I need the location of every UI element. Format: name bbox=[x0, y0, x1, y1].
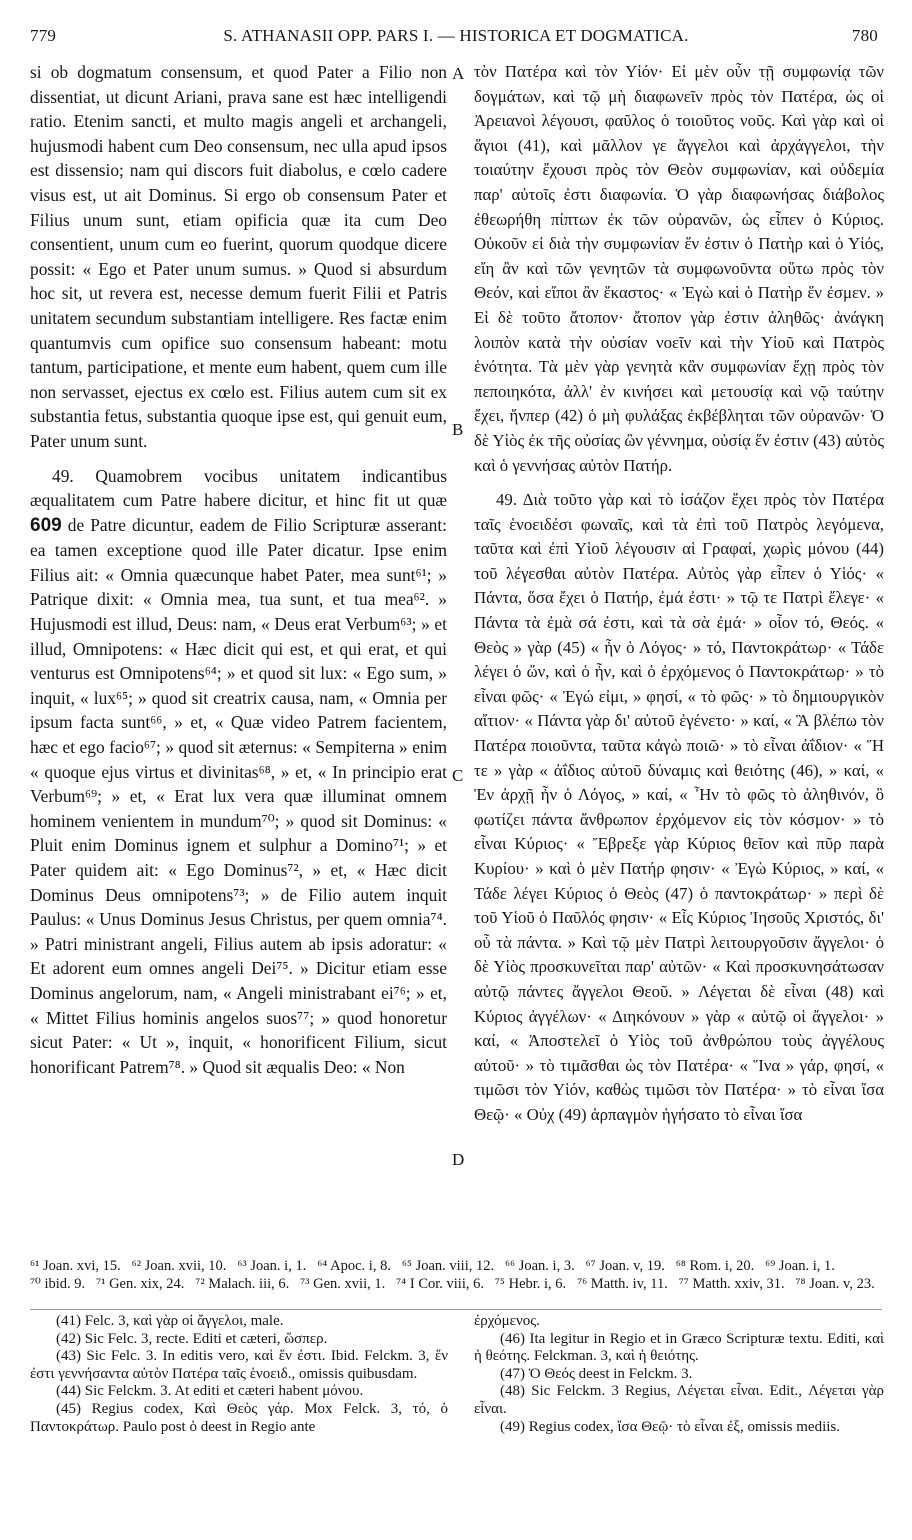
scripture-ref: ⁶⁵ Joan. viii, 12. bbox=[401, 1258, 495, 1274]
margin-letter-b: B bbox=[452, 420, 464, 439]
footnote-43: (43) Sic Felc. 3. In editis vero, καὶ ἕν ἐστι. Ibid. Felckm. 3, ἕν ἐστι γεννήσαντα αὐτὸν Πατέρα ταῖς ἑνοειδ., omissis quibusdam. bbox=[30, 1348, 448, 1382]
footnote-42: (42) Sic Felc. 3, recte. Editi et cæteri, ὥσπερ. bbox=[56, 1330, 328, 1347]
scripture-ref: ⁷⁵ Hebr. i, 6. bbox=[494, 1275, 567, 1292]
margin-letter-d: D bbox=[452, 1150, 465, 1169]
footnotes-right bbox=[474, 1313, 884, 1436]
footnote-44: (44) Sic Felckm. 3. At editi et cæteri habent μόνου. bbox=[56, 1383, 364, 1400]
footnote-46: (46) Ita legitur in Regio et in Græco Scripturæ textu. Editi, καὶ ἡ θεότης. Felckman. 3, καὶ ἡ θειότης. bbox=[474, 1330, 884, 1365]
footnote-47: (47) Ὁ Θεός deest in Felckm. 3. bbox=[500, 1365, 693, 1382]
scripture-ref: ⁶¹ Joan. xvi, 15. bbox=[30, 1258, 121, 1274]
scripture-ref: ⁷⁴ I Cor. viii, 6. bbox=[396, 1275, 484, 1292]
page-number-right: 780 bbox=[851, 26, 878, 45]
scripture-ref: ⁶⁷ Joan. v, 19. bbox=[585, 1258, 665, 1274]
page-marker: 609 bbox=[30, 514, 62, 536]
footnote-continuation: ἐρχόμενος. bbox=[474, 1313, 540, 1329]
margin-letter-a: A bbox=[452, 64, 465, 83]
scripture-ref: ⁶⁴ Apoc. i, 8. bbox=[317, 1258, 391, 1274]
latin-paragraph-1: si ob dogmatum consensum, et quod Pater a Filio non dissentiat, ut dicunt Ariani, prava sane est hæc intelligendi ratio. Etenim sancti, et multo magis angeli et archangeli, hujusmodi habent cum Deo consensum, nec ulla apud ipsos est dissensio; nam qui discors fuit diabolus, e cœlo cadere visus est, ut ait Dominus. Si ergo ob consensum Pater et Filius unum sunt, etiam opificia quæ ita cum Deo consentient, unum cum eo fuerint, quorum quodque dicere possit: « Ego et Pater unum sumus. » Quod si absurdum hoc sit, ut revera est, necesse demum fuerit Filii et Patris unitatem secundum substantiam intelligere. Res factæ enim quantumvis cum opifice suo consensum habeant: motu tantum, participatione, et mente eum habent, quem cum ille non servasset, ejectus ex cœlo est. Filius autem cum sit ex substantia fetus, substantia quoque ipse est, qui genuit eum, Pater unum sunt. bbox=[30, 62, 447, 451]
footnote-49: (49) Regius codex, ἴσα Θεῷ· τὸ εἶναι ἐξ, omissis mediis. bbox=[500, 1418, 840, 1435]
footnotes-left bbox=[30, 1313, 448, 1436]
latin-paragraph-49-start: 49. Quamobrem vocibus unitatem indicantibus æqualitatem cum Patre habere dicitur, et hinc fit ut quæ bbox=[30, 465, 447, 511]
footnote-45: (45) Regius codex, Καὶ Θεὸς γάρ. Mox Felck. 3, τό, ὁ Παντοκράτωρ. Paulo post ὁ deest in Regio ante bbox=[30, 1400, 448, 1435]
footnote-41: (41) Felc. 3, καὶ γὰρ οἱ ἄγγελοι, male. bbox=[56, 1313, 284, 1329]
latin-column bbox=[30, 60, 447, 1079]
scripture-ref: ⁷² Malach. iii, 6. bbox=[195, 1275, 290, 1292]
latin-paragraph-49 bbox=[30, 464, 447, 1080]
scripture-ref: ⁷³ Gen. xvii, 1. bbox=[300, 1275, 386, 1292]
greek-paragraph-49: 49. Διὰ τοῦτο γὰρ καὶ τὸ ἰσάζον ἔχει πρὸς τὸν Πατέρα ταῖς ἑνοειδέσι φωναῖς, καὶ τὰ ἐπὶ τοῦ Πατρὸς λεγόμενα, ταῦτα καὶ ἐπὶ Υἱοῦ λέγουσιν αἱ Γραφαί, χωρὶς μόνου (44) τοῦ λέγεσθαι αὐτὸν Πατέρα. Αὐτὸς γὰρ εἶπεν ὁ Υἱός· « Πάντα, ὅσα ἔχει ὁ Πατήρ, ἐμά ἐστι· » τῷ τε Πατρὶ ἔλεγε· « Πάντα τὰ ἐμὰ σά ἐστι, καὶ τὰ σὰ ἐμά· » οἷον τό, Θεός. « Θεὸς » γὰρ (45) « ἦν ὁ Λόγος· » τό, Παντοκράτωρ· « Τάδε λέγει ὁ ὤν, καὶ ὁ ἦν, καὶ ὁ ἐρχόμενος ὁ Παντοκράτωρ· » τὸ εἶναι φῶς· « Ἐγώ εἰμι, » φησί, « τὸ φῶς· » τὸ δημιουργικὸν αἴτιον· « Πάντα γὰρ δι' αὐτοῦ ἐγένετο· » καί, « Ἃ βλέπω τὸν Πατέρα ποιοῦντα, ταῦτα κἀγὼ ποιῶ· » τὸ εἶναι ἀΐδιον· « Ἥ τε » γὰρ « ἀΐδιος αὐτοῦ δύναμις καὶ θειότης (46), » καί, « Ἐν ἀρχῇ ἦν ὁ Λόγος, » καί, « Ἦν τὸ φῶς τὸ ἀληθινόν, ὃ φωτίζει πάντα ἄνθρωπον ἐρχόμενον εἰς τὸν κόσμον· » τὸ εἶναι Κύριος· « Ἔβρεξε γὰρ Κύριος θεῖον καὶ πῦρ παρὰ Κυρίου· » καὶ ὁ μὲν Πατήρ φησιν· « Ἐγὼ Κύριος, » καί, « Τάδε λέγει Κύριος ὁ Θεὸς (47) ὁ παντοκράτωρ· » περὶ δὲ τοῦ Υἱοῦ ὁ Παῦλός φησιν· « Εἷς Κύριος Ἰησοῦς Χριστός, δι' οὗ τὰ πάντα. » Καὶ τῷ μὲν Πατρὶ λειτουργοῦσιν ἄγγελοι· ὁ δὲ Υἱὸς προσκυνεῖται παρ' αὐτῶν· « Καὶ προσκυνησάτωσαν αὐτῷ πάντες ἄγγελοι Θεοῦ. » Λέγεται δὲ εἶναι (48) καὶ Κύριος ἀγγέλων· « Διηκόνουν » γὰρ « αὐτῷ οἱ ἄγγελοι· » καί, « Ἀποστελεῖ ὁ Υἱὸς τοῦ ἀνθρώπου τοὺς ἀγγέλους αὐτοῦ· » τὸ τιμᾶσθαι ὡς τὸν Πατέρα· « Ἵνα » γάρ, φησί, « τιμῶσι τὸν Υἱόν, καθὼς τιμῶσι τὸν Πατέρα· » τὸ εἶναι ἴσα Θεῷ· « Οὐχ (49) ἁρπαγμὸν ἡγήσατο τὸ εἶναι ἴσα bbox=[474, 490, 884, 1124]
page-title: S. ATHANASII OPP. PARS I. — HISTORICA ET DOGMATICA. bbox=[223, 26, 689, 45]
scripture-ref: ⁷⁰ ibid. 9. bbox=[30, 1275, 86, 1292]
page-number-left: 779 bbox=[30, 26, 57, 45]
scripture-references bbox=[30, 1258, 882, 1293]
scripture-ref: ⁶² Joan. xvii, 10. bbox=[131, 1258, 227, 1274]
scripture-ref: ⁷⁸ Joan. v, 23. bbox=[795, 1275, 875, 1292]
greek-column bbox=[474, 60, 884, 1128]
scripture-ref: ⁷¹ Gen. xix, 24. bbox=[96, 1275, 185, 1292]
scripture-ref: ⁷⁷ Matth. xxiv, 31. bbox=[678, 1275, 785, 1292]
greek-paragraph-1: τὸν Πατέρα καὶ τὸν Υἱόν· Εἰ μὲν οὖν τῇ συμφωνίᾳ τῶν δογμάτων, καὶ τῷ μὴ διαφωνεῖν πρὸς τὸν Πατέρα, ὡς οἱ Ἀρειανοὶ λέγουσι, φαῦλος ὁ τοιοῦτος νοῦς. Καὶ γὰρ καὶ οἱ ἅγιοι (41), καὶ μᾶλλον γε ἄγγελοι καὶ ἀρχάγγελοι, τὴν τοιαύτην ἔχουσι πρὸς τὸν Θεὸν συμφωνίαν, καὶ οὐδεμία παρ' αὐτοῖς ἐστι διαφωνία. Ὁ γὰρ διαφωνήσας διάβολος ἐθεωρήθη πίπτων ἐκ τῶν οὐρανῶν, ὡς εἶπεν ὁ Κύριος. Οὐκοῦν εἰ διὰ τὴν συμφωνίαν ἕν ἐστιν ὁ Πατὴρ καὶ ὁ Υἱός, εἴη ἂν καὶ τῶν γενητῶν τὰ συμφωνοῦντα οὕτω πρὸς τὸν Θεόν, καὶ εἴποι ἂν ἕκαστος· « Ἐγὼ καὶ ὁ Πατὴρ ἕν ἐσμεν. » Εἰ δὲ τοῦτο ἄτοπον· ἄτοπον γὰρ ἐστιν ἀληθῶς· ἀνάγκη λοιπὸν κατὰ τὴν οὐσίαν νοεῖν καὶ τὴν Υἱοῦ καὶ Πατρὸς ἑνότητα. Τὰ μὲν γὰρ γενητὰ κἂν συμφωνίαν ἔχῃ πρὸς τὸν πεποιηκότα, ἀλλ' ἐν κινήσει καὶ μετουσίᾳ καὶ νῷ ταύτην ἔχει, ἥνπερ (42) ὁ μὴ φυλάξας ἐκβέβληται τῶν οὐρανῶν· Ὁ δὲ Υἱὸς ἐκ τῆς οὐσίας ὢν γέννημα, οὐσίᾳ ἕν ἐστιν (43) αὐτὸς καὶ ὁ γεννήσας αὐτὸν Πατήρ. bbox=[474, 62, 885, 475]
latin-paragraph-49-rest: de Patre dicuntur, eadem de Filio Scripturæ asserant: ea tamen exceptione quod ille Pater dicatur. Ipse enim Filius ait: « Omnia quæcunque habet Pater, mea sunt⁶¹; » Patrique dixit: « Omnia mea, tua sunt, et tua mea⁶². » Hujusmodi est illud, Deus: nam, « Deus erat Verbum⁶³; » et illud, Omnipotens: « Hæc dicit qui est, et qui erat, et qui venturus est Omnipotens⁶⁴; » et quod sit lux: « Ego sum, » inquit, « lux⁶⁵; » quod sit creatrix causa, nam, « Omnia per ipsum facta sunt⁶⁶, » et, « Quæ video Patrem facientem, hæc et ego facio⁶⁷; » quod sit æternus: « Sempiterna » enim « quoque ejus virtus et divinitas⁶⁸, » et, « In principio erat Verbum⁶⁹; » et, « Erat lux vera quæ illuminat omnem hominem venientem in mundum⁷⁰; » quod sit Dominus: « Pluit enim Dominus ignem et sulphur a Domino⁷¹; » et Pater quidem ait: « Ego Dominus⁷², » et, « Hæc dicit Dominus Deus omnipotens⁷³; » de Filio autem inquit Paulus: « Unus Dominus Jesus Christus, per quem omnia⁷⁴. » Patri ministrant angeli, Filius autem ab ipsis adoratur: « Et adorent eum omnes angeli Dei⁷⁵. » Dicitur etiam esse Dominus angelorum, nam, « Angeli ministrabant ei⁷⁶; » et, « Mittet Filius hominis angelos suos⁷⁷; » quod honoretur sicut Pater: « Ut », inquit, « honorificent Filium, sicut honorificant Patrem⁷⁸. » Quod sit æqualis Deo: « Non bbox=[30, 514, 447, 1077]
scripture-ref: ⁷⁶ Matth. iv, 11. bbox=[577, 1275, 668, 1292]
scripture-ref: ⁶⁸ Rom. i, 20. bbox=[675, 1258, 755, 1274]
margin-letter-c: C bbox=[452, 766, 464, 785]
notes-divider bbox=[30, 1309, 882, 1310]
scripture-ref: ⁶³ Joan. i, 1. bbox=[237, 1258, 307, 1274]
scripture-ref: ⁶⁶ Joan. i, 3. bbox=[504, 1258, 575, 1274]
running-header bbox=[30, 26, 882, 52]
footnote-48: (48) Sic Felckm. 3 Regius, Λέγεται εἶναι. Edit., Λέγεται γὰρ εἶναι. bbox=[474, 1383, 884, 1417]
scripture-ref: ⁶⁹ Joan. i, 1. bbox=[765, 1258, 835, 1274]
